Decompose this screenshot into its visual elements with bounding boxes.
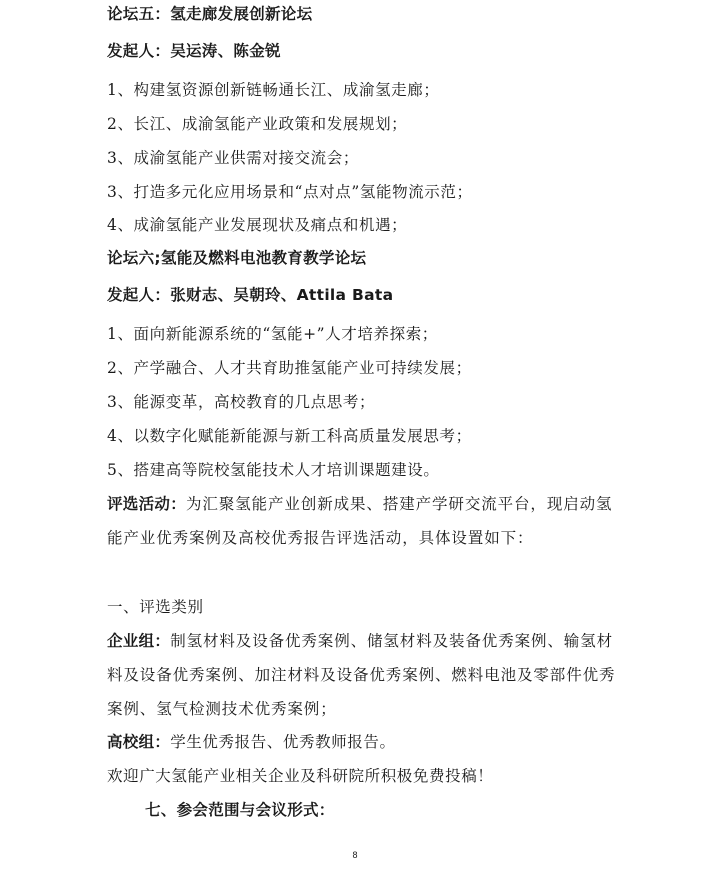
university-text: 学生优秀报告、优秀教师报告。 [170, 733, 396, 751]
forum5-initiators-names: 吴运涛、陈金锐 [170, 42, 281, 60]
university-paragraph [107, 731, 622, 753]
forum5-initiators-label: 发起人： [107, 42, 171, 60]
forum5-title: 论坛五：氢走廊发展创新论坛 [107, 5, 313, 23]
forum5-item: 3、打造多元化应用场景和“点对点”氢能物流示范； [107, 183, 473, 201]
forum6-item: 4、以数字化赋能新能源与新工科高质量发展思考； [107, 427, 472, 445]
forum6-item: 2、产学融合、人才共育助推氢能产业可持续发展； [107, 359, 472, 377]
enterprise-text: 制氢材料及设备优秀案例、储氢材料及装备优秀案例、输氢材料及设备优秀案例、加注材料及设备优秀案例、燃料电池及零部件优秀案例、氢气检测技术优秀案例； [107, 632, 616, 718]
forum6-initiators-label: 发起人： [107, 286, 171, 304]
enterprise-paragraph [107, 624, 622, 726]
forum5-item: 3、成渝氢能产业供需对接交流会； [107, 149, 359, 167]
forum6-item: 1、面向新能源系统的“氢能+”人才培养探索； [107, 325, 438, 343]
forum5-initiators [107, 40, 622, 62]
forum6-item: 5、搭建高等院校氢能技术人才培训课题建设。 [107, 461, 440, 479]
university-label: 高校组： [107, 733, 171, 751]
category-heading: 一、评选类别 [107, 598, 204, 616]
forum6-item: 3、能源变革，高校教育的几点思考； [107, 393, 376, 411]
page-number: 8 [352, 850, 358, 860]
enterprise-label: 企业组： [107, 632, 171, 650]
forum5-item: 1、构建氢资源创新链畅通长江、成渝氢走廊； [107, 81, 440, 99]
forum6-title: 论坛六;氢能及燃料电池教育教学论坛 [107, 249, 367, 267]
forum5-item: 4、成渝氢能产业发展现状及痛点和机遇； [107, 216, 408, 234]
forum6-initiators [107, 284, 622, 306]
forum6-initiators-names: 张财志、吴朝玲、Attila Bata [170, 286, 394, 304]
welcome-text: 欢迎广大氢能产业相关企业及科研院所积极免费投稿！ [107, 767, 494, 785]
forum5-item: 2、长江、成渝氢能产业政策和发展规划； [107, 115, 408, 133]
selection-paragraph [107, 487, 622, 555]
selection-text: 为汇聚氢能产业创新成果、搭建产学研交流平台，现启动氢能产业优秀案例及高校优秀报告评选活动，具体设置如下： [107, 495, 613, 547]
selection-label: 评选活动： [107, 495, 187, 513]
section7-title: 七、参会范围与会议形式： [145, 801, 335, 819]
